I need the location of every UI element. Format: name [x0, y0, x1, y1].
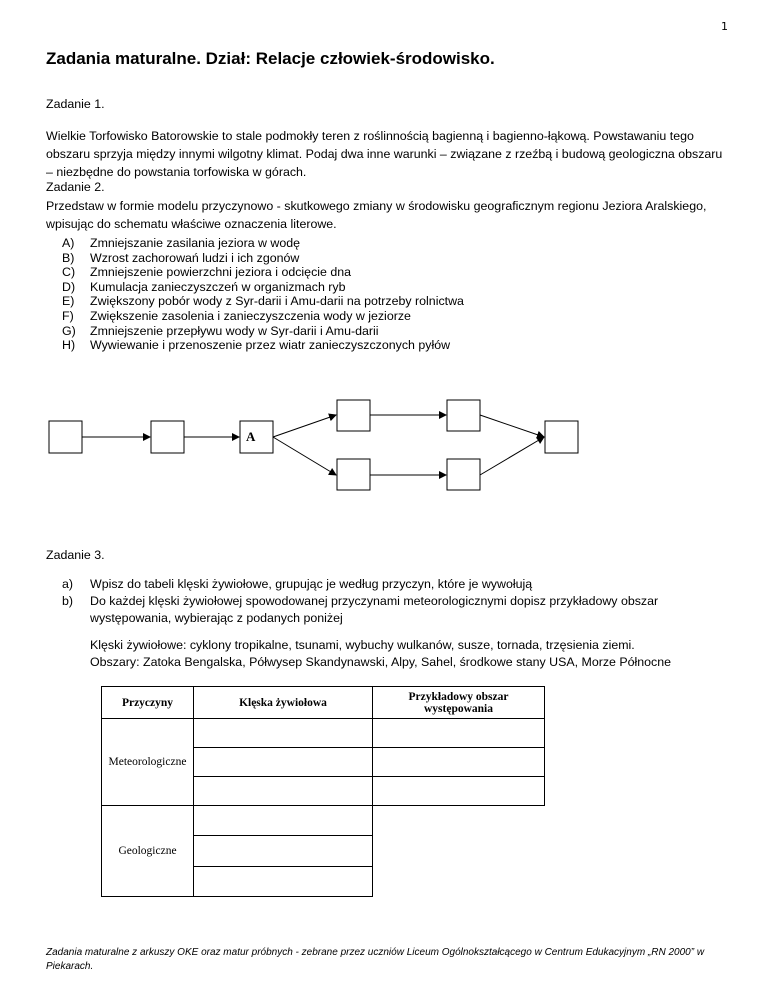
diagram-box-upper-2[interactable]: [447, 400, 480, 431]
list-item: B) Wzrost zachorowań ludzi i ich zgonów: [62, 250, 300, 265]
diagram-arrow: [273, 437, 336, 475]
table-cell[interactable]: [373, 719, 545, 748]
task2-heading: Zadanie 2.: [46, 180, 105, 194]
table-cell[interactable]: [194, 866, 373, 896]
table-cell[interactable]: [373, 748, 545, 777]
cause-effect-diagram: [0, 395, 768, 505]
list-item: C) Zmniejszenie powierzchni jeziora i odcięcie dna: [62, 265, 352, 280]
list-item: A) Zmniejszanie zasilania jeziora w wodę: [62, 236, 301, 250]
diagram-box-1[interactable]: [49, 421, 82, 453]
diagram-label-a: A: [246, 429, 256, 444]
page-number: 1: [721, 20, 728, 33]
list-item: H) Wywiewanie i przenoszenie przez wiatr zanieczyszczonych pyłów: [62, 338, 451, 353]
table-cell[interactable]: [194, 806, 373, 836]
table-cell[interactable]: [194, 748, 373, 777]
task2-text: Przedstaw w formie modelu przyczynowo - skutkowego zmiany w środowisku geograficznym regionu Jeziora Aralskiego, wpisując do schematu właściwe oznaczenia literowe.: [46, 199, 707, 231]
diagram-box-2[interactable]: [151, 421, 184, 453]
page-footer: Zadania maturalne z arkuszy OKE oraz matur próbnych - zebrane przez uczniów Liceum Ogólnokształcącego w Centrum Edukacyjnym „RN 2000” w Piekarach.: [46, 947, 705, 972]
diagram-box-a: [240, 421, 273, 453]
table-header-area: Przykładowy obszar występowania: [373, 687, 545, 719]
task1-heading: Zadanie 1.: [46, 97, 105, 111]
task1-text: Wielkie Torfowisko Batorowskie to stale podmokły teren z roślinnością bagienną i bagienno-łąkową. Powstawaniu tego obszaru sprzyja między innymi wilgotny klimat. Podaj dwa inne warunki – związane z rzeźbą i budową geologiczna obszaru – niezbędne do powstania torfowiska w górach.: [46, 129, 723, 179]
list-item: F) Zwiększenie zasolenia i zanieczyszczenia wody w jeziorze: [62, 308, 411, 323]
diagram-box-lower-2[interactable]: [447, 459, 480, 490]
disasters-table: [101, 686, 545, 897]
table-cell[interactable]: [194, 719, 373, 748]
table-cell[interactable]: [194, 836, 373, 866]
diagram-arrow: [273, 415, 336, 437]
page-title: Zadania maturalne. Dział: Relacje człowiek-środowisko.: [46, 49, 495, 68]
row-label-geological: Geologiczne: [102, 806, 194, 897]
task3-sub-a: a) Wpisz do tabeli klęski żywiołowe, grupując je według przyczyn, które je wywołują: [62, 577, 533, 591]
row-label-meteorological: Meteorologiczne: [102, 719, 194, 806]
task3-heading: Zadanie 3.: [46, 548, 105, 562]
task3-sub-b: b) Do każdej klęski żywiołowej spowodowanej przyczynami meteorologicznymi dopisz przykładowy obszar występowania, wybierając z podanych poniżej: [62, 594, 659, 625]
diagram-arrow: [480, 437, 544, 475]
list-item: G) Zmniejszenie przepływu wody w Syr-darii i Amu-darii: [62, 323, 379, 338]
list-item: E) Zwiększony pobór wody z Syr-darii i Amu-darii na potrzeby rolnictwa: [62, 294, 464, 309]
diagram-arrow: [480, 415, 544, 437]
disasters-line: Klęski żywiołowe: cyklony tropikalne, tsunami, wybuchy wulkanów, susze, tornada, trzęsienia ziemi.: [90, 638, 635, 652]
table-header-disaster: Klęska żywiołowa: [194, 687, 373, 719]
list-item: D) Kumulacja zanieczyszczeń w organizmach ryb: [62, 279, 346, 294]
diagram-box-final[interactable]: [545, 421, 578, 453]
table-cell[interactable]: [194, 777, 373, 806]
areas-line: Obszary: Zatoka Bengalska, Półwysep Skandynawski, Alpy, Sahel, środkowe stany USA, Morze Północne: [90, 655, 672, 669]
table-cell[interactable]: [373, 777, 545, 806]
table-header-causes: Przyczyny: [102, 687, 194, 719]
diagram-box-lower-1[interactable]: [337, 459, 370, 490]
diagram-box-upper-1[interactable]: [337, 400, 370, 431]
task2-options-list: [62, 236, 464, 353]
